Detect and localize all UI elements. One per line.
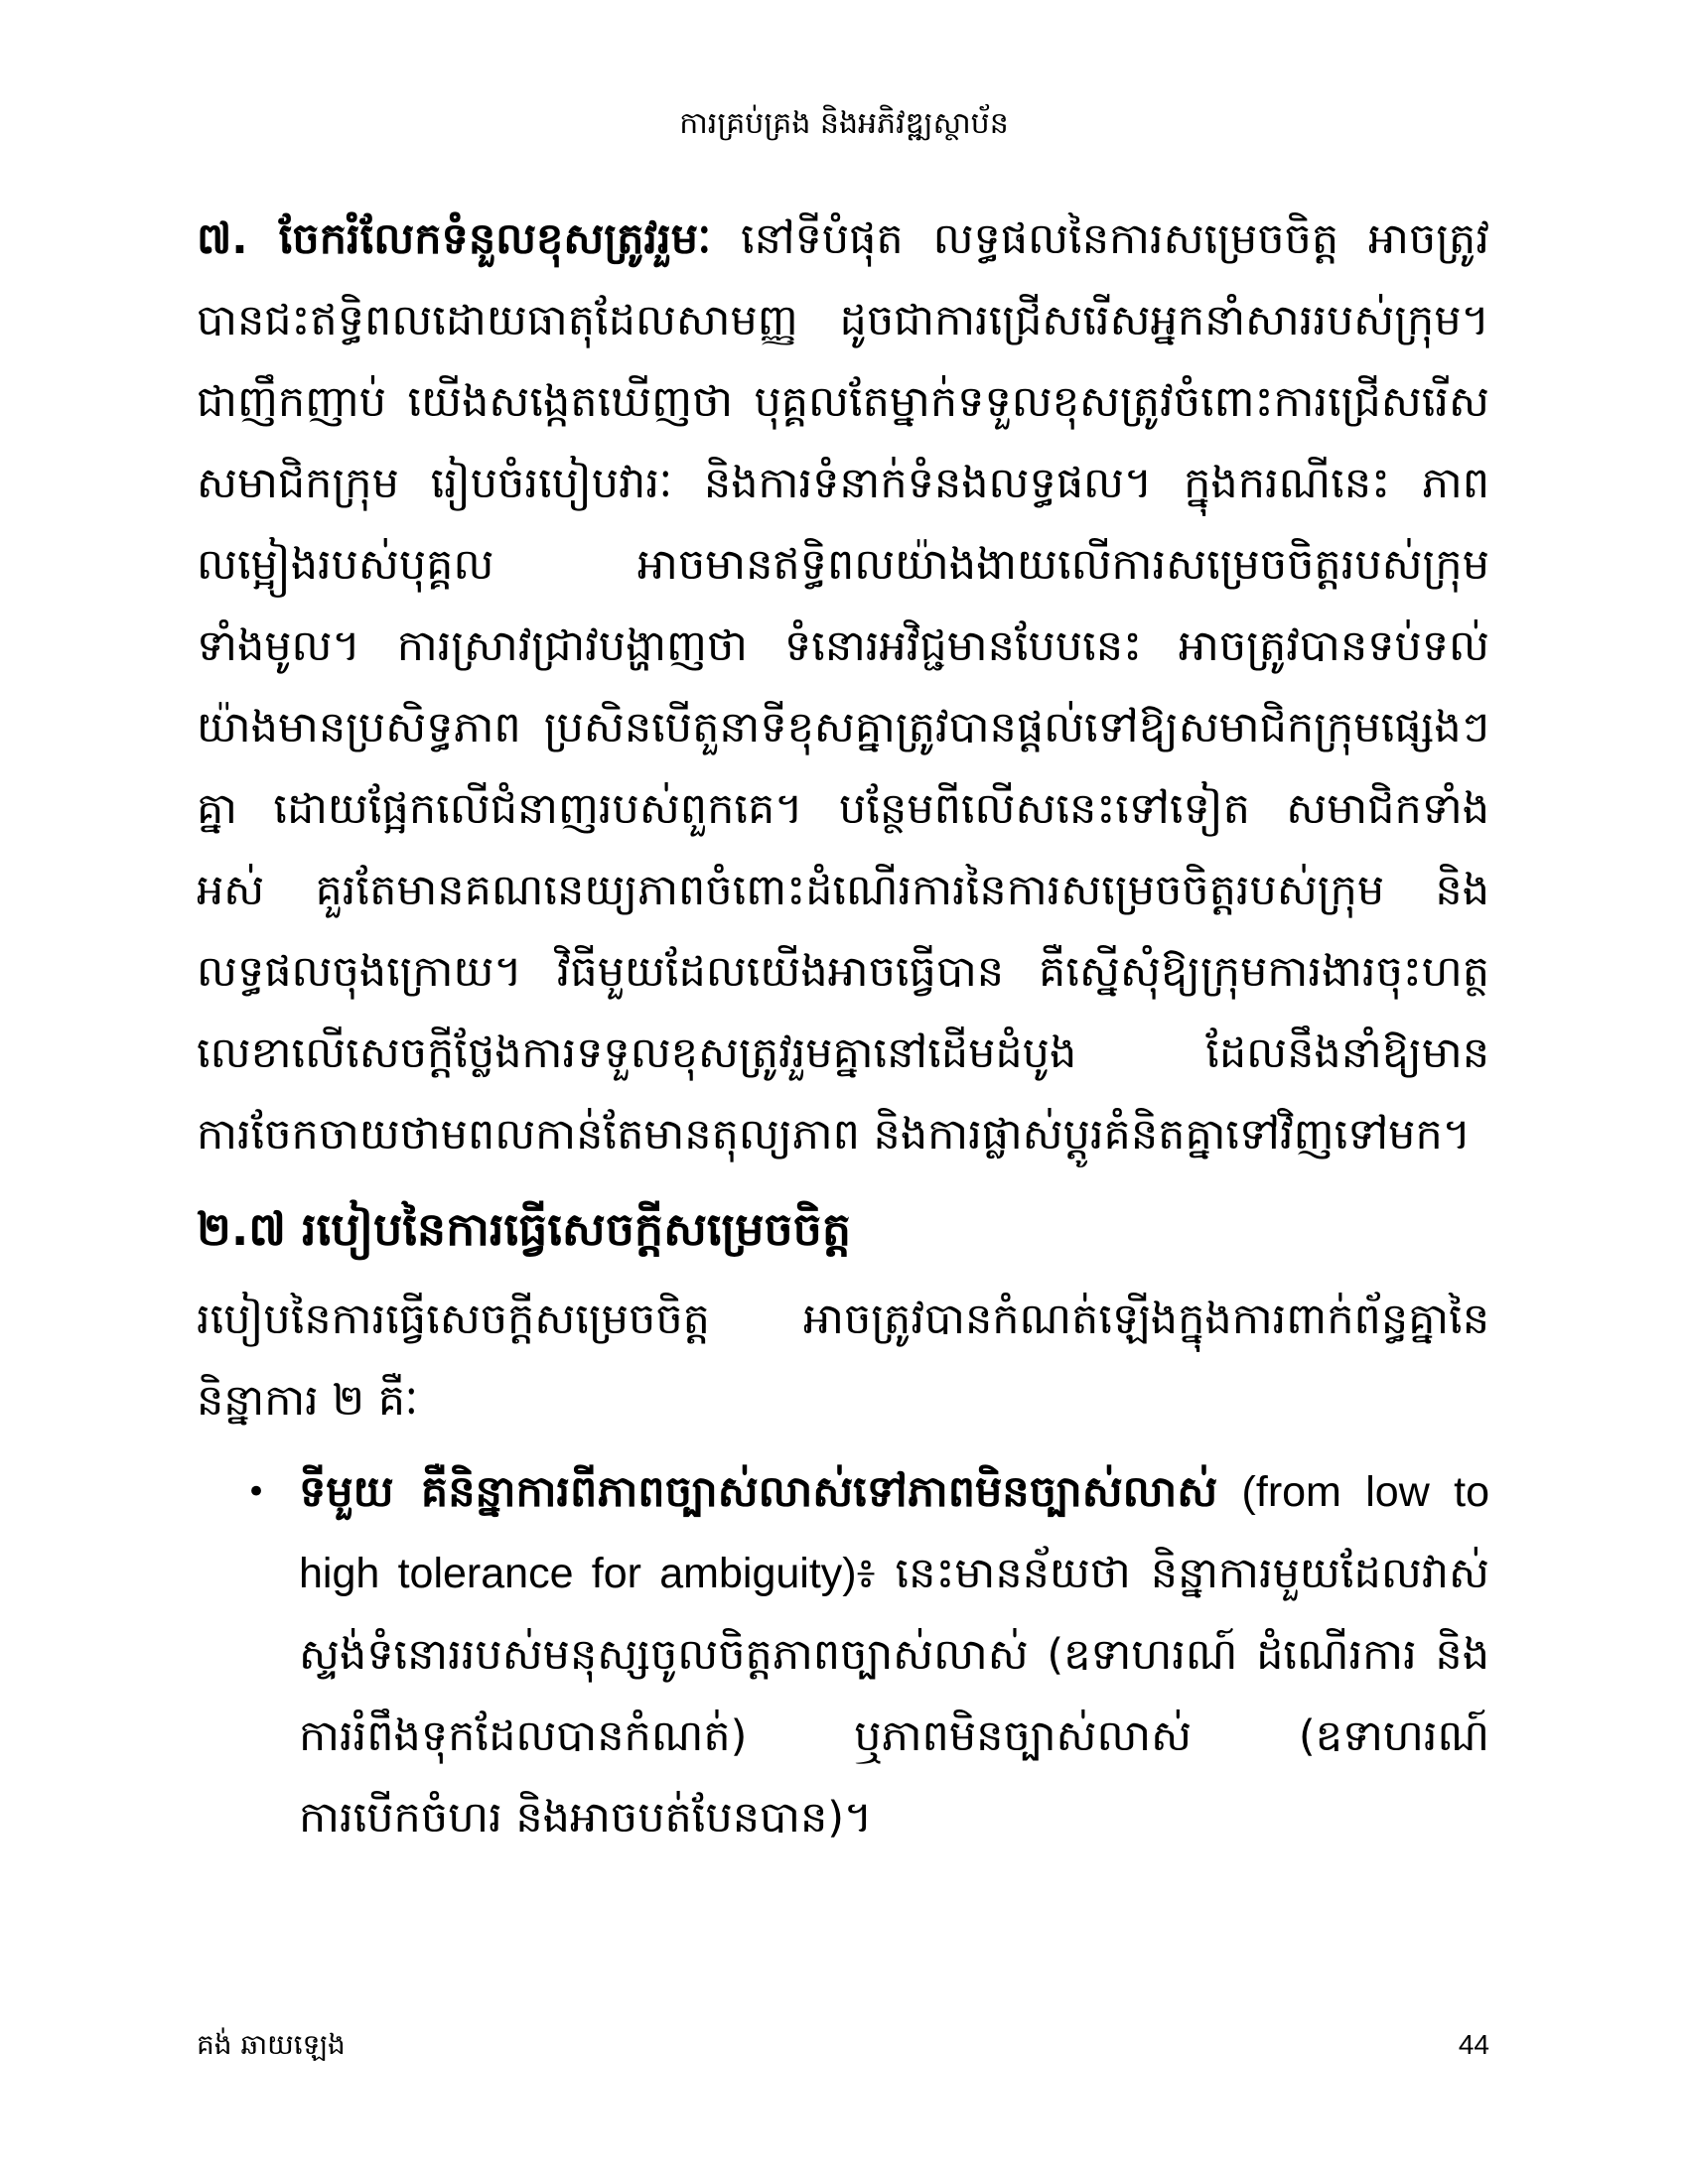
paragraph-text: នៅទីបំផុត លទ្ធផលនៃការសម្រេចចិត្ត អាចត្រូវបានជះឥទ្ធិពលដោយធាតុដែលសាមញ្ញ ដូចជាការជ្រើសរើសអ្នកនាំសាររបស់ក្រុម។ ជាញឹកញាប់ យើងសង្កេតឃើញថា បុគ្គលតែម្នាក់ទទួលខុសត្រូវចំពោះការជ្រើសរើសសមាជិកក្រុម រៀបចំរបៀបវារៈ និងការទំនាក់ទំនងលទ្ធផល។ ក្នុងករណីនេះ ភាពលម្អៀងរបស់បុគ្គល អាចមានឥទ្ធិពលយ៉ាងងាយលើការសម្រេចចិត្តរបស់ក្រុមទាំងមូល។ ការស្រាវជ្រាវបង្ហាញថា ទំនោរអវិជ្ជមានបែបនេះ អាចត្រូវបានទប់ទល់យ៉ាងមានប្រសិទ្ធភាព ប្រសិនបើតួនាទីខុសគ្នាត្រូវបានផ្តល់ទៅឱ្យសមាជិកក្រុមផ្សេងៗគ្នា ដោយផ្អែកលើជំនាញរបស់ពួកគេ។ បន្ថែមពីលើសនេះទៅទៀត សមាជិកទាំងអស់ គួរតែមានគណនេយ្យភាពចំពោះដំណើរការនៃការសម្រេចចិត្តរបស់ក្រុម និងលទ្ធផលចុងក្រោយ។ វិធីមួយដែលយើងអាចធ្វើបាន គឺស្នើសុំឱ្យក្រុមការងារចុះហត្ថលេខាលើសេចក្តីថ្លែងការទទួលខុសត្រូវរួមគ្នានៅដើមដំបូង ដែលនឹងនាំឱ្យមានការចែកចាយថាមពលកាន់តែមានតុល្យភាព និងការផ្លាស់ប្តូរគំនិតគ្នាទៅវិញទៅមក។ (197, 214, 1489, 1160)
bullet-english-gloss: (from low to high tolerance for ambiguity)៖ (299, 1468, 1489, 1597)
footer-author: គង់ ឆាយឡេង (197, 2028, 346, 2061)
page-number: 44 (1458, 2029, 1489, 2060)
page-content (197, 199, 1489, 1858)
paragraph-decision-modes: របៀបនៃការធ្វើសេចក្តីសម្រេចចិត្ត អាចត្រូវបានកំណត់ឡើងក្នុងការពាក់ព័ន្ធគ្នានៃនិន្នាការ ២ គឺៈ (197, 1295, 1489, 1426)
paragraph-lead: ៧. ចែករំលែកទំនួលខុសត្រូវរួមៈ (197, 214, 712, 264)
section-heading: ២.៧ របៀបនៃការធ្វើសេចក្តីសម្រេចចិត្ត (197, 1202, 852, 1256)
bullet-list (197, 1451, 1489, 1858)
bullet-icon: • (246, 1472, 267, 1512)
paragraph-shared-responsibility (197, 199, 1489, 1175)
bullet-lead: ទីមួយ គឺនិន្នាការពីភាពច្បាស់លាស់ទៅភាពមិនច្បាស់លាស់ (299, 1467, 1218, 1517)
running-header: ការគ្រប់គ្រង និងអភិវឌ្ឍស្ថាប័ន (679, 106, 1009, 141)
bullet-text: នេះមានន័យថា និន្នាការមួយដែលវាស់ស្ទង់ទំនោររបស់មនុស្សចូលចិត្តភាពច្បាស់លាស់ (ឧទាហរណ៍ ដំណើរការ និងការរំពឹងទុកដែលបានកំណត់) ឬភាពមិនច្បាស់លាស់ (ឧទាហរណ៍ ការបើកចំហរ និងអាចបត់បែនបាន)។ (299, 1549, 1489, 1843)
list-item (197, 1451, 1489, 1858)
